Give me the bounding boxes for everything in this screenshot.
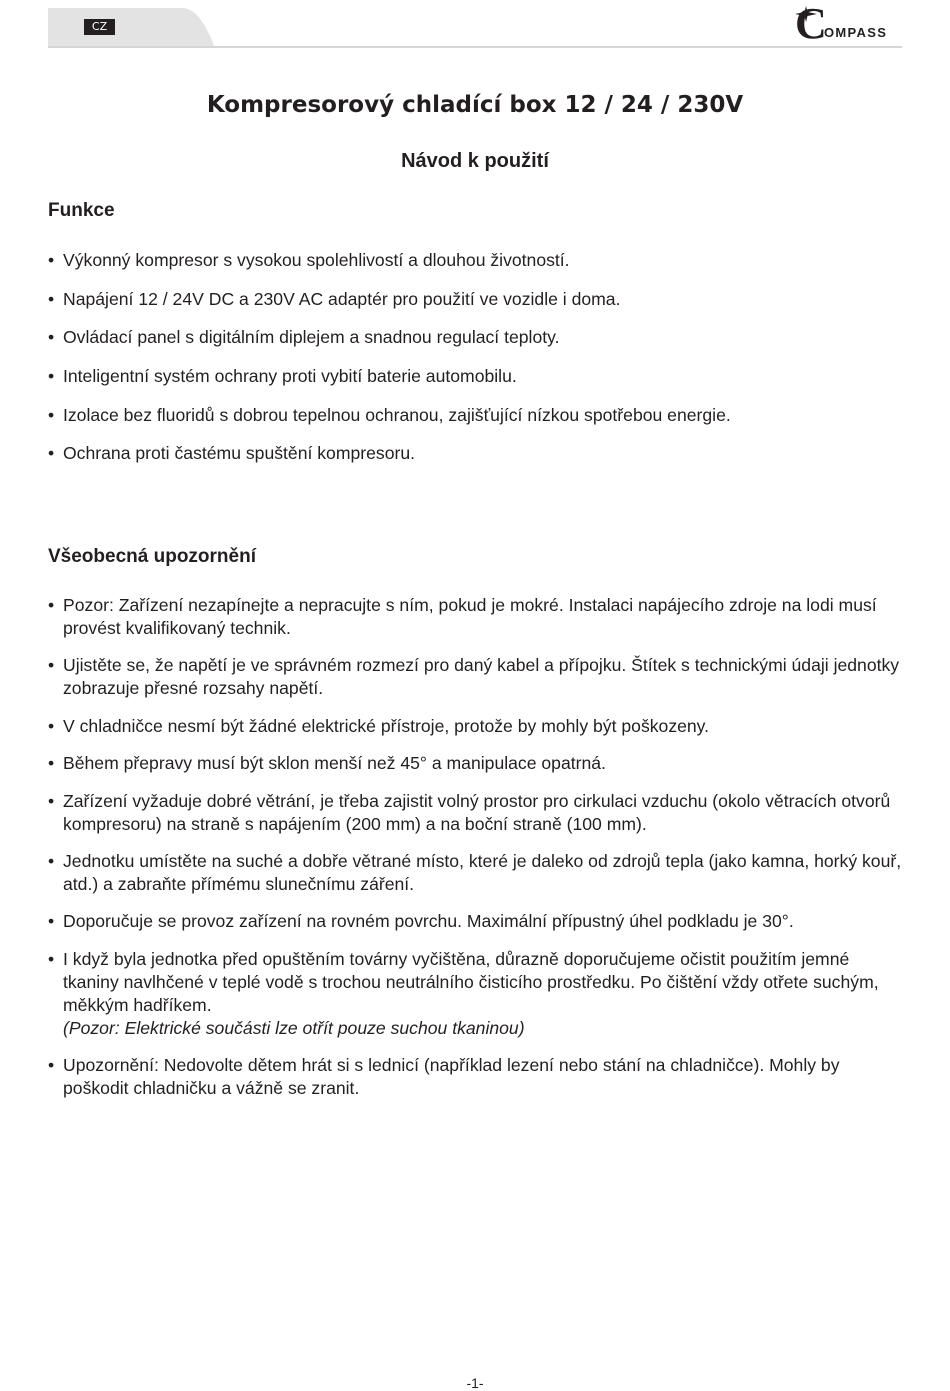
list-item: • Výkonný kompresor s vysokou spolehlivostí a dlouhou životností. <box>48 249 908 272</box>
language-badge: CZ <box>84 19 115 35</box>
list-item: • V chladničce nesmí být žádné elektrické přístroje, protože by mohly být poškozeny. <box>48 715 908 738</box>
list-item: • Napájení 12 / 24V DC a 230V AC adaptér pro použití ve vozidle i doma. <box>48 288 908 311</box>
list-item: • Doporučuje se provoz zařízení na rovném povrchu. Maximální přípustný úhel podkladu je 30°. <box>48 910 908 933</box>
list-item: • Pozor: Zařízení nezapínejte a nepracujte s ním, pokud je mokré. Instalaci napájecího zdroje na lodi musí provést kvalifikovaný technik. <box>48 594 908 640</box>
page-header <box>0 0 950 50</box>
warnings-list <box>48 594 908 1115</box>
list-item: • Upozornění: Nedovolte dětem hrát si s lednicí (například lezení nebo stání na chladničce). Mohly by poškodit chladničku a vážně se zranit. <box>48 1054 908 1100</box>
list-item: • Ujistěte se, že napětí je ve správném rozmezí pro daný kabel a přípojku. Štítek s technickými údaji jednotky zobrazuje přesné rozsahy napětí. <box>48 654 908 700</box>
page-number: -1- <box>466 1375 484 1391</box>
list-item: • Inteligentní systém ochrany proti vybití baterie automobilu. <box>48 365 908 388</box>
features-heading: Funkce <box>48 200 115 221</box>
document-subtitle: Návod k použití <box>401 150 549 172</box>
cleaning-note: (Pozor: Elektrické součásti lze otřít pouze suchou tkaninou) <box>63 1017 525 1038</box>
warnings-heading: Všeobecná upozornění <box>48 546 256 567</box>
features-list <box>48 249 908 481</box>
list-item <box>48 948 908 1040</box>
compass-logo <box>795 0 905 48</box>
logo-initial: C <box>795 0 827 48</box>
list-item: • Jednotku umístěte na suché a dobře větrané místo, které je daleko od zdrojů tepla (jako kamna, horký kouř, atd.) a zabraňte přímému slunečnímu záření. <box>48 850 908 896</box>
document-title: Kompresorový chladící box 12 / 24 / 230V <box>206 92 744 118</box>
list-item: • Izolace bez fluoridů s dobrou tepelnou ochranou, zajišťující nízkou spotřebou energie. <box>48 404 908 427</box>
list-item: • Ochrana proti častému spuštění kompresoru. <box>48 442 908 465</box>
logo-text: OMPASS <box>824 25 888 40</box>
list-item: • Ovládací panel s digitálním diplejem a snadnou regulací teploty. <box>48 326 908 349</box>
list-item: • Během přepravy musí být sklon menší než 45° a manipulace opatrná. <box>48 752 908 775</box>
list-item: • Zařízení vyžaduje dobré větrání, je třeba zajistit volný prostor pro cirkulaci vzduchu (okolo větracích otvorů kompresoru) na straně s napájením (200 mm) a na boční straně (100 mm). <box>48 790 908 836</box>
list-item-text: I když byla jednotka před opuštěním továrny vyčištěna, důrazně doporučujeme očistit použitím jemné tkaniny navlhčené v teplé vodě s trochou neutrálního čisticího prostředku. Po čištění vždy otřete suchým, měkkým hadříkem. <box>63 948 879 1015</box>
